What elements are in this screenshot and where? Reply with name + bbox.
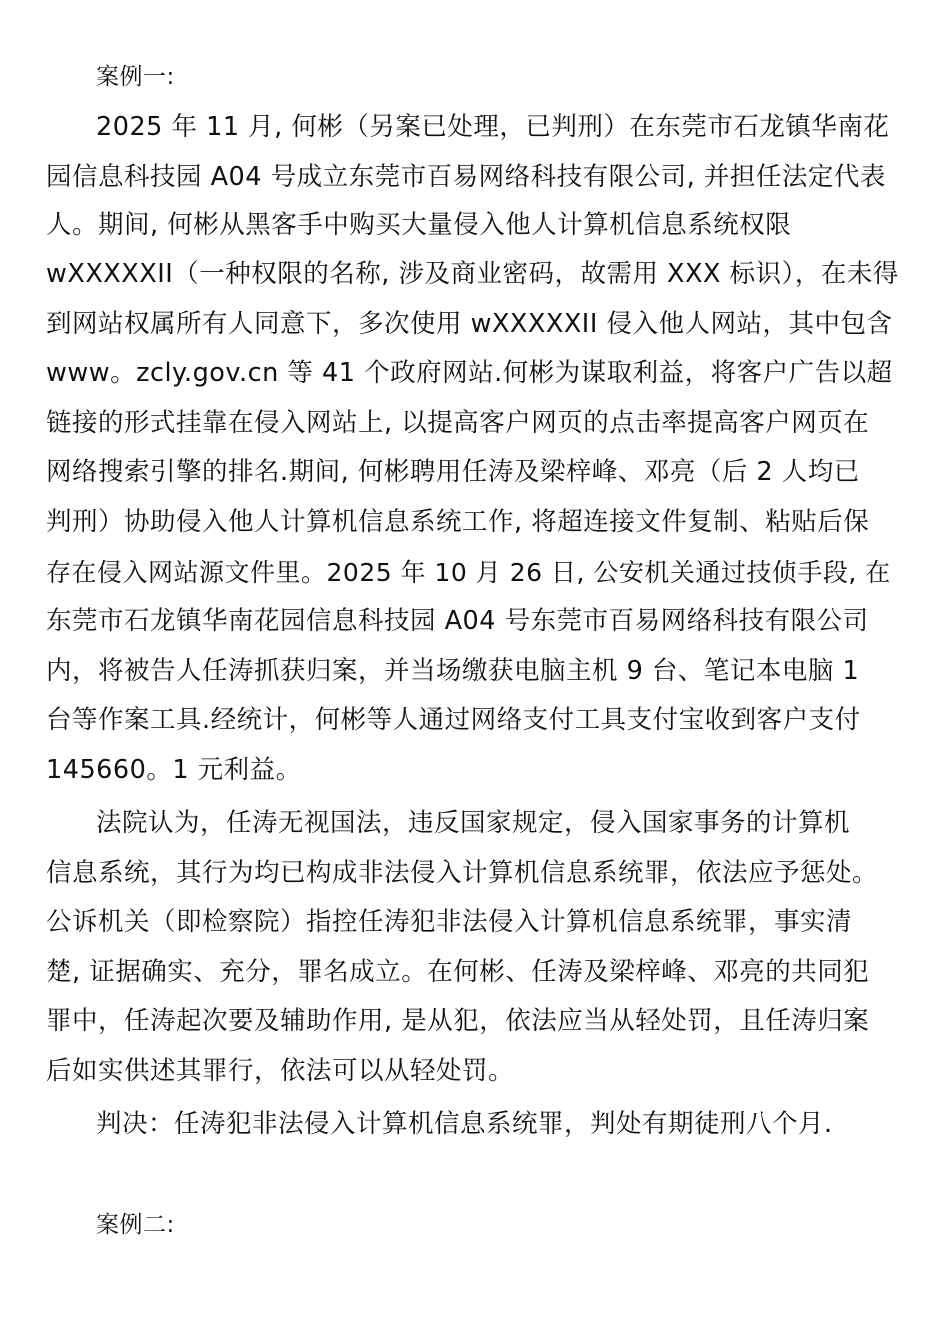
paragraph-1-line-3: 人。期间, 何彬从黑客手中购买大量侵入他人计算机信息系统权限	[46, 210, 792, 240]
paragraph-1-line-14: 145660。1 元利益。	[46, 755, 302, 785]
paragraph-1-line-7: 链接的形式挂靠在侵入网站上, 以提高客户网页的点击率提高客户网页在	[46, 408, 870, 438]
paragraph-1-line-8: 网络搜索引擎的排名.期间, 何彬聘用任涛及梁梓峰、邓亮（后 2 人均已	[46, 457, 860, 487]
case-one-title: 案例一:	[96, 64, 175, 90]
paragraph-1-line-2: 园信息科技园 A04 号成立东莞市百易网络科技有限公司, 并担任法定代表	[46, 162, 886, 192]
paragraph-2-line-6: 后如实供述其罪行，依法可以从轻处罚。	[46, 1056, 515, 1086]
paragraph-2-line-2: 信息系统，其行为均已构成非法侵入计算机信息系统罪，依法应予惩处。	[46, 858, 879, 888]
paragraph-1-line-9: 判刑）协助侵入他人计算机信息系统工作, 将超连接文件复制、粘贴后保	[46, 507, 870, 537]
paragraph-1-line-6: www。zcly.gov.cn 等 41 个政府网站.何彬为谋取利益，将客户广告以超	[46, 358, 893, 388]
paragraph-2-line-5: 罪中，任涛起次要及辅助作用, 是从犯，依法应当从轻处罚，且任涛归案	[46, 1006, 870, 1036]
paragraph-1-line-10: 存在侵入网站源文件里。2025 年 10 月 26 日, 公安机关通过技侦手段, 在	[46, 558, 891, 587]
paragraph-1-line-13: 台等作案工具.经统计，何彬等人通过网络支付工具支付宝收到客户支付	[46, 705, 861, 735]
paragraph-1-line-11: 东莞市石龙镇华南花园信息科技园 A04 号东莞市百易网络科技有限公司	[46, 606, 869, 636]
case-two-title: 案例二:	[96, 1212, 175, 1238]
paragraph-1-line-12: 内，将被告人任涛抓获归案，并当场缴获电脑主机 9 台、笔记本电脑 1	[46, 656, 860, 686]
paragraph-2-line-3: 公诉机关（即检察院）指控任涛犯非法侵入计算机信息系统罪，事实清	[46, 907, 853, 937]
paragraph-1-line-4: wXXXXXII（一种权限的名称, 涉及商业密码，故需用 XXX 标识），在未得	[46, 259, 899, 289]
paragraph-2-line-4: 楚, 证据确实、充分，罪名成立。在何彬、任涛及梁梓峰、邓亮的共同犯	[46, 957, 870, 987]
paragraph-1-line-5: 到网站权属所有人同意下，多次使用 wXXXXXII 侵入他人网站，其中包含	[46, 309, 893, 339]
verdict-text: 判决：任涛犯非法侵入计算机信息系统罪，判处有期徒刑八个月.	[96, 1109, 833, 1139]
paragraph-1-line-1: 2025 年 11 月, 何彬（另案已处理，已判刑）在东莞市石龙镇华南花	[96, 112, 890, 142]
paragraph-2-line-1: 法院认为，任涛无视国法，违反国家规定，侵入国家事务的计算机	[96, 808, 851, 838]
